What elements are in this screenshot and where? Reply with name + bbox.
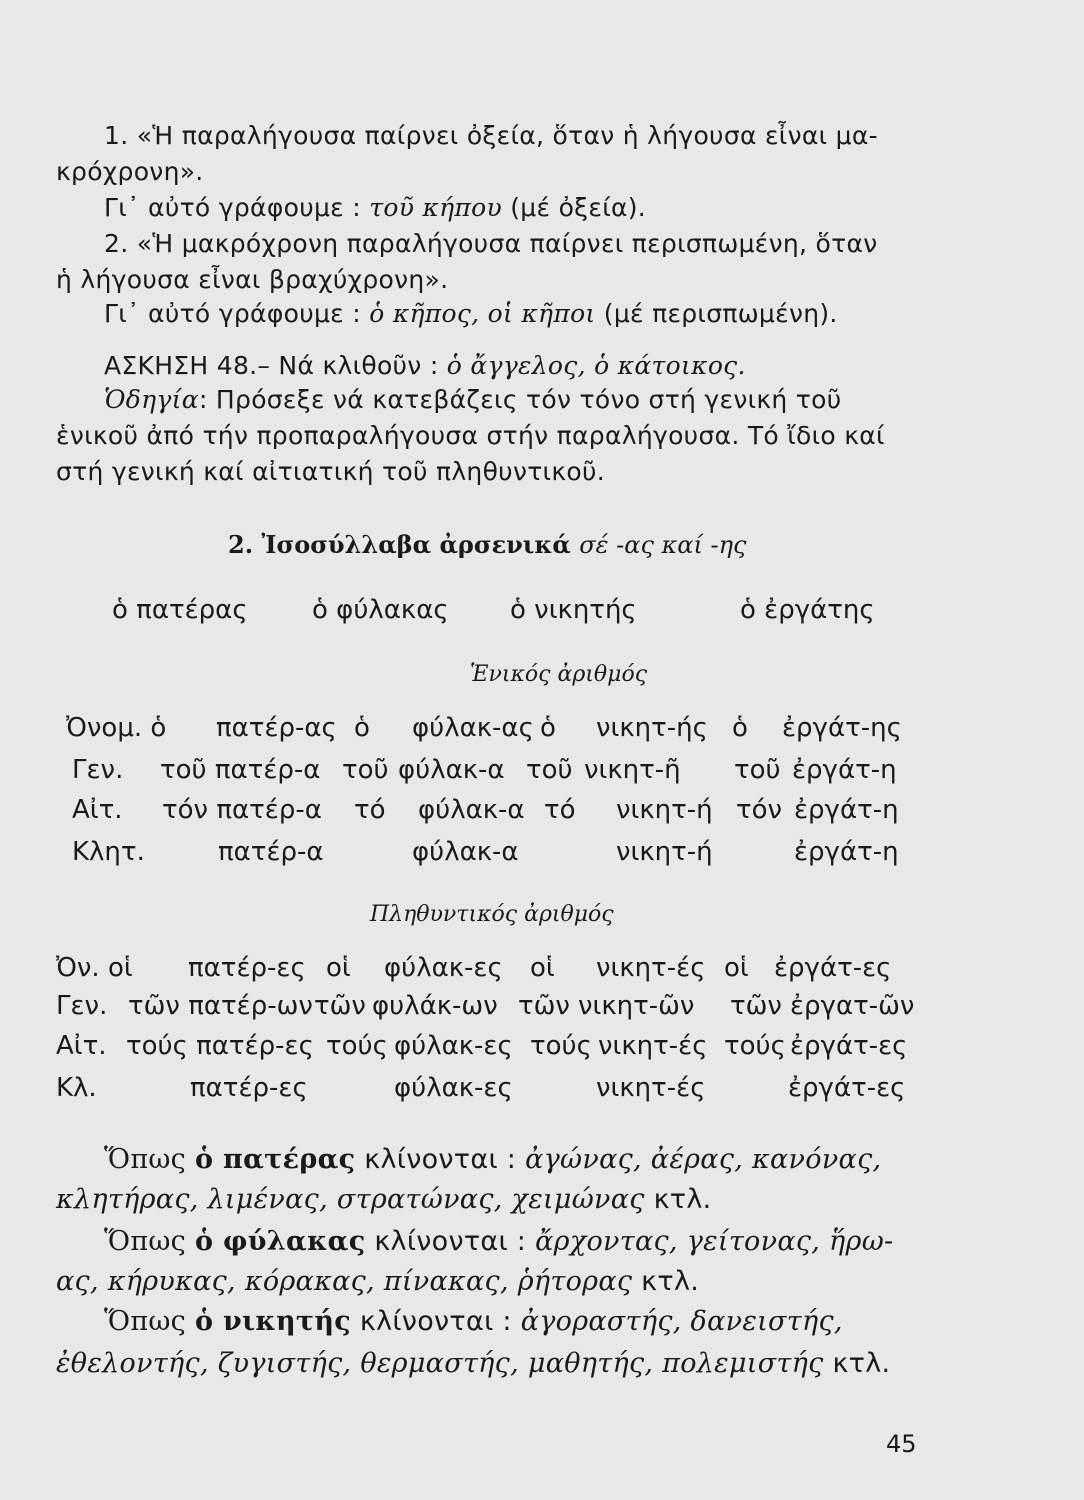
sg-form: πατέρ-α [218,837,324,867]
pl-form: νικητ-ές [596,1073,706,1103]
pl-form: νικητ-ῶν [578,991,695,1021]
pl-form: νικητ-ές [598,1031,708,1061]
exercise-hint-2: ἑνικοῦ ἀπό τήν προπαραλήγουσα στήν παραλήγουσα. Τό ἴδιο καί [56,421,885,450]
intro-line-4: 2. «Ἡ μακρόχρονη παραλήγουσα παίρνει περισπωμένη, ὅταν [104,229,878,258]
rule-3-a: Ὅπως [104,1306,187,1337]
pl-label: Ὀν. οἱ [56,953,133,983]
rule-1-c: κλίνονται : [364,1144,517,1175]
pl-form: ἐργάτ-ες [774,953,892,983]
singular-label: Ἑνικός ἀριθμός [470,662,648,687]
sg-form: φύλακ-ας [412,713,534,743]
exercise-hint-1 [104,384,842,416]
exercise-hint-3: στή γενική καί αἰτιατική τοῦ πληθυντικοῦ. [56,457,605,486]
section-title [228,530,746,559]
sg-form: τόν πατέρ-α [162,795,322,825]
sg-article: τοῦ [342,755,389,785]
hint-text-1: : Πρόσεξε νά κατεβάζεις τόν τόνο στή γενική τοῦ [198,385,842,414]
pl-article: οἱ [724,953,749,983]
pl-article: τούς [326,1031,388,1061]
sg-form: ἐργάτ-ης [782,713,902,743]
intro-line-6 [104,298,838,330]
rule-1-b: ὁ πατέρας [195,1144,356,1175]
rule-3-line-2 [56,1348,890,1380]
sg-form: ἐργάτ-η [794,837,899,867]
intro-line-6-b: ὁ κῆπος, οἱ κῆποι [369,299,596,328]
exercise-heading [104,350,746,382]
rule-3-c: κλίνονται : [359,1306,512,1337]
rule-1-a: Ὅπως [104,1144,187,1175]
pl-article: τούς [530,1031,592,1061]
rule-3-f: κτλ. [832,1348,891,1379]
pl-article: τῶν [314,991,366,1021]
intro-line-3 [104,192,646,224]
sg-form: πατέρ-ας [216,713,337,743]
pl-form: φύλακ-ες [384,953,503,983]
pl-form: πατέρ-ες [190,1073,308,1103]
sg-label: Γεν. [72,755,124,785]
intro-line-3-a: Γι᾿ αὐτό γράφουμε : [104,193,361,222]
section-title-b: σέ -ας καί -ης [579,531,747,559]
intro-line-3-c: (μέ ὀξεία). [510,193,647,222]
sg-form: τοῦ πατέρ-α [160,755,321,785]
head-ergatis: ὁ ἐργάτης [740,595,875,625]
pl-form: ἐργάτ-ες [788,1073,906,1103]
section-title-a: 2. Ἰσοσύλλαβα ἀρσενικά [228,530,571,559]
rule-2-f: κτλ. [641,1266,700,1297]
rule-3-b: ὁ νικητής [195,1306,352,1337]
page-number: 45 [886,1430,917,1458]
pl-article: τῶν [518,991,570,1021]
intro-line-1: 1. «Ἡ παραλήγουσα παίρνει ὀξεία, ὅταν ἡ λήγουσα εἶναι μα- [104,121,878,150]
sg-form: φύλακ-α [418,795,525,825]
pl-label: Αἰτ. [56,1031,107,1061]
pl-form: φύλακ-ες [394,1031,513,1061]
pl-article: οἱ [530,953,555,983]
pl-form: φύλακ-ες [394,1073,513,1103]
sg-label: Ὀνομ. ὁ [66,713,167,743]
rule-3-e: ἐθελοντής, ζυγιστής, θερμαστής, μαθητής, πολεμιστής [56,1348,824,1379]
sg-article: ὁ [732,713,748,743]
sg-form: νικητ-ή [616,795,713,825]
pl-label: Κλ. [56,1073,97,1103]
sg-form: νικητ-ής [596,713,708,743]
rule-2-d: ἄρχοντας, γείτονας, ἥρω- [535,1226,894,1257]
pl-label: Γεν. [56,991,108,1021]
sg-article: τοῦ [734,755,781,785]
pl-article: τούς [724,1031,786,1061]
rule-3-d: ἀγοραστής, δανειστής, [520,1306,843,1337]
sg-form: φύλακ-α [412,837,519,867]
pl-article: τῶν [730,991,782,1021]
exercise-heading-a: ΑΣΚΗΣΗ 48.– Νά κλιθοῦν : [104,351,439,380]
pl-form: τῶν πατέρ-ων [128,991,313,1021]
rule-1-f: κτλ. [653,1184,712,1215]
rule-1-e: κλητήρας, λιμένας, στρατώνας, χειμώνας [56,1184,645,1215]
pl-form: ἐργάτ-ες [790,1031,908,1061]
intro-line-6-a: Γι᾿ αὐτό γράφουμε : [104,299,361,328]
intro-line-2: κρόχρονη». [56,157,204,186]
exercise-heading-b: ὁ ἄγγελος, ὁ κάτοικος. [446,351,746,380]
sg-article: τό [544,795,576,825]
sg-label: Κλητ. [72,837,145,867]
rule-2-c: κλίνονται : [374,1226,527,1257]
intro-line-6-c: (μέ περισπωμένη). [603,299,838,328]
sg-article: τό [354,795,386,825]
pl-article: οἱ [326,953,351,983]
rule-2-line-1 [104,1226,893,1258]
head-nikitis: ὁ νικητής [510,595,637,625]
head-fylakas: ὁ φύλακας [312,595,449,625]
sg-form: ἐργάτ-η [794,795,899,825]
sg-label: Αἰτ. [72,795,123,825]
sg-form: νικητ-ῆ [584,755,681,785]
rule-2-a: Ὅπως [104,1226,187,1257]
plural-label: Πληθυντικός ἀριθμός [370,902,614,927]
pl-form: νικητ-ές [596,953,706,983]
pl-form: τούς πατέρ-ες [126,1031,314,1061]
pl-form: πατέρ-ες [188,953,306,983]
sg-article: τόν [736,795,783,825]
intro-line-3-b: τοῦ κήπου [369,193,502,222]
rule-2-line-2 [56,1266,699,1298]
hint-label: Ὁδηγία [104,385,199,414]
rule-1-d: ἀγώνας, ἀέρας, κανόνας, [525,1144,882,1175]
rule-3-line-1 [104,1306,843,1338]
rule-2-e: ας, κήρυκας, κόρακας, πίνακας, ῥήτορας [56,1266,633,1297]
rule-1-line-1 [104,1144,881,1176]
sg-article: ὁ [354,713,370,743]
head-pateras: ὁ πατέρας [112,595,248,625]
rule-2-b: ὁ φύλακας [195,1226,366,1257]
sg-form: φύλακ-α [398,755,505,785]
pl-form: φυλάκ-ων [372,991,498,1021]
intro-line-5: ἡ λήγουσα εἶναι βραχύχρονη». [56,265,449,294]
sg-form: νικητ-ή [616,837,713,867]
sg-article: τοῦ [526,755,573,785]
sg-form: ἐργάτ-η [792,755,897,785]
rule-1-line-2 [56,1184,712,1216]
sg-article: ὁ [540,713,556,743]
pl-form: ἐργατ-ῶν [790,991,915,1021]
